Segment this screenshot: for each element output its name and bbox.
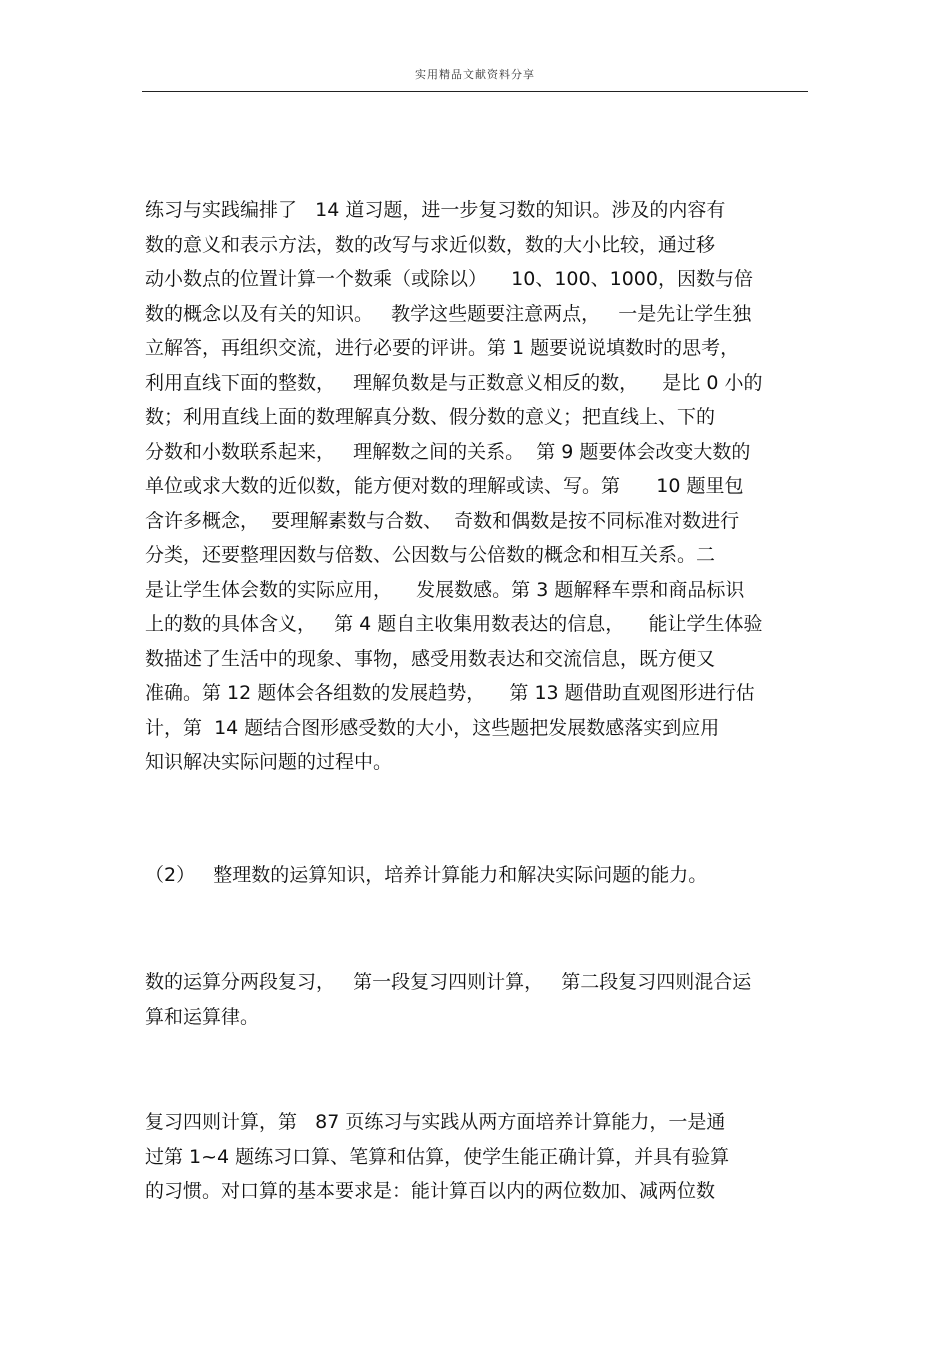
text-line: 复习四则计算，第 87 页练习与实践从两方面培养计算能力，一是通 — [145, 1111, 726, 1133]
page-header-title: 实用精品文献资料分享 — [415, 68, 535, 81]
text-line: 算和运算律。 — [145, 1005, 260, 1028]
text-line: 动小数点的位置计算一个数乘（或除以） 10、100、1000，因数与倍 — [145, 268, 753, 290]
text-line: 是让学生体会数的实际应用， 发展数感。第 3 题解释车票和商品标识 — [145, 578, 745, 601]
text-line: 数的运算分两段复习， 第一段复习四则计算， 第二段复习四则混合运 — [145, 971, 752, 993]
text-line: 练习与实践编排了 14 道习题，进一步复习数的知识。涉及的内容有 — [145, 199, 726, 221]
text-line: 上的数的具体含义， 第 4 题自主收集用数表达的信息， 能让学生体验 — [145, 613, 763, 635]
text-line: 立解答，再组织交流，进行必要的评讲。第 1 题要说说填数时的思考， — [145, 337, 740, 359]
text-line: 的习惯。对口算的基本要求是：能计算百以内的两位数加、减两位数 — [145, 1180, 716, 1202]
text-line: 数的意义和表示方法，数的改写与求近似数，数的大小比较，通过移 — [145, 233, 716, 256]
text-line: 数的概念以及有关的知识。 教学这些题要注意两点， 一是先让学生独 — [145, 302, 752, 325]
paragraph-operations-overview — [145, 965, 817, 1034]
section-heading-operations — [145, 858, 817, 893]
text-line: 计，第 14 题结合图形感受数的大小，这些题把发展数感落实到应用 — [145, 716, 720, 739]
text-line: 数；利用直线上面的数理解真分数、假分数的意义；把直线上、下的 — [145, 406, 716, 428]
text-line: 单位或求大数的近似数，能方便对数的理解或读、写。第 10 题里包 — [145, 475, 744, 497]
text-line: 数描述了生活中的现象、事物，感受用数表达和交流信息，既方便又 — [145, 647, 716, 670]
text-line: 分类，还要整理因数与倍数、公因数与公倍数的概念和相互关系。二 — [145, 544, 716, 566]
paragraph-review-numbers — [145, 193, 817, 780]
text-line: 过第 1~4 题练习口算、笔算和估算，使学生能正确计算，并具有验算 — [145, 1145, 730, 1168]
paragraph-four-operations — [145, 1105, 817, 1209]
header-divider — [142, 91, 808, 92]
text-line: 含许多概念， 要理解素数与合数、 奇数和偶数是按不同标准对数进行 — [145, 509, 740, 532]
text-line: 知识解决实际问题的过程中。 — [145, 751, 393, 773]
text-line: 利用直线下面的整数， 理解负数是与正数意义相反的数， 是比 0 小的 — [145, 371, 763, 394]
text-line: 分数和小数联系起来， 理解数之间的关系。 第 9 题要体会改变大数的 — [145, 440, 751, 463]
text-line: 准确。第 12 题体会各组数的发展趋势， 第 13 题借助直观图形进行估 — [145, 682, 755, 704]
section-heading: （2） 整理数的运算知识，培养计算能力和解决实际问题的能力。 — [145, 864, 708, 886]
